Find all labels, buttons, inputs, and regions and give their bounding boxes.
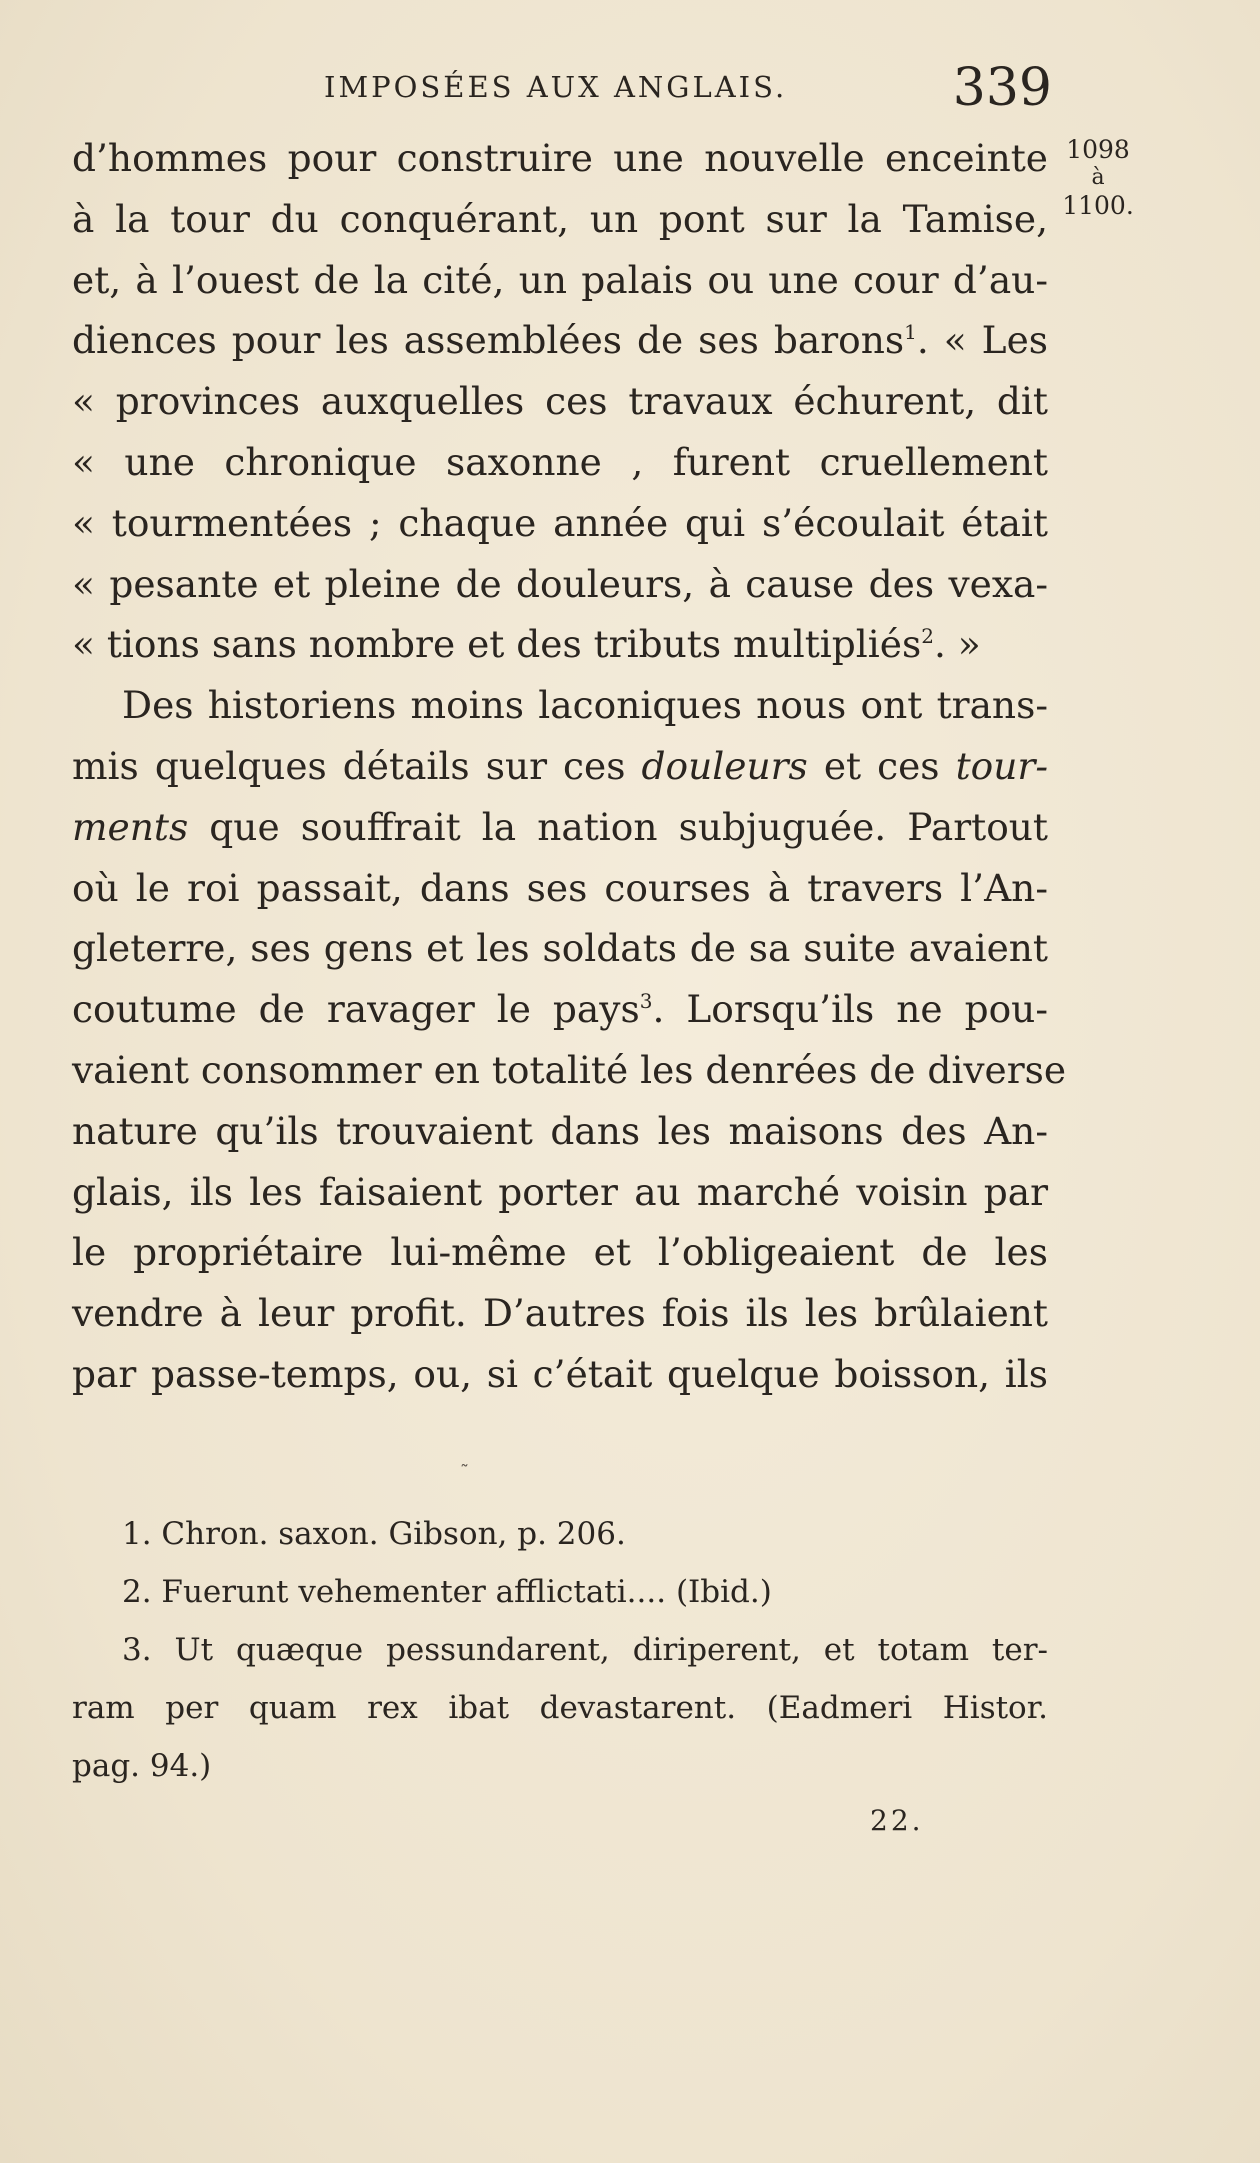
- running-title: IMPOSÉES AUX ANGLAIS.: [324, 70, 788, 104]
- text-span: « tions sans nombre et des tributs multipliés: [72, 622, 922, 667]
- text-span: . »: [933, 622, 981, 667]
- separator-mark: ˜: [460, 1462, 469, 1483]
- text-line: le propriétaire lui-même et l’obligeaient de les: [72, 1230, 1048, 1275]
- text-line: [72, 614, 1048, 675]
- text-span: mis quelques détails sur ces: [72, 743, 642, 788]
- italic-span: douleurs: [641, 743, 808, 788]
- text-line: gleterre, ses gens et les soldats de sa suite avaient: [72, 926, 1048, 971]
- text-span: que souffrait la nation subjuguée. Partout: [188, 804, 1048, 849]
- text-span: . « Les: [916, 318, 1048, 363]
- text-line: à la tour du conquérant, un pont sur la Tamise,: [72, 196, 1048, 241]
- margin-date-note: [1058, 136, 1138, 220]
- text-line: [72, 310, 1048, 371]
- footnote-ref: 3: [639, 989, 653, 1014]
- footnote-line: pag. 94.): [72, 1748, 212, 1784]
- text-line: « une chronique saxonne , furent cruellement: [72, 439, 1048, 484]
- text-line: Des historiens moins laconiques nous ont trans-: [122, 683, 1048, 728]
- text-line: « pesante et pleine de douleurs, à cause des vexa-: [72, 561, 1048, 606]
- text-line: [72, 797, 1048, 858]
- italic-span: tour-: [955, 743, 1048, 788]
- text-line: [72, 979, 1048, 1040]
- text-span: coutume de ravager le pays: [72, 987, 640, 1032]
- text-line: nature qu’ils trouvaient dans les maisons des An-: [72, 1108, 1048, 1153]
- text-line: « provinces auxquelles ces travaux échurent, dit: [72, 379, 1048, 424]
- text-line: d’hommes pour construire une nouvelle enceinte: [72, 136, 1048, 180]
- text-line: vendre à leur profit. D’autres fois ils les brûlaient: [72, 1291, 1048, 1336]
- footnote-line: 1. Chron. saxon. Gibson, p. 206.: [122, 1516, 626, 1552]
- running-header: [72, 58, 1052, 128]
- text-line: où le roi passait, dans ses courses à travers l’An-: [72, 865, 1048, 910]
- body-text: [72, 128, 1067, 1405]
- page-number: 339: [952, 58, 1052, 118]
- text-line: et, à l’ouest de la cité, un palais ou une cour d’au-: [72, 257, 1048, 302]
- text-span: diences pour les assemblées de ses barons: [72, 318, 905, 363]
- footnote-line: 3. Ut quæque pessundarent, diriperent, et totam ter-: [122, 1632, 1048, 1668]
- text-line: par passe-temps, ou, si c’était quelque boisson, ils: [72, 1351, 1048, 1396]
- text-span: . Lorsqu’ils ne pou-: [652, 987, 1048, 1032]
- italic-span: ments: [72, 804, 189, 849]
- margin-date-from: 1098: [1066, 135, 1130, 164]
- text-line: vaient consommer en totalité les denrées de diverse: [72, 1047, 1067, 1092]
- margin-date-to: 1100.: [1062, 191, 1134, 220]
- text-span: et ces: [807, 743, 956, 788]
- text-line: « tourmentées ; chaque année qui s’écoulait était: [72, 500, 1048, 545]
- footnote-ref: 1: [904, 320, 917, 345]
- footnote-line: 2. Fuerunt vehementer afflictati.... (Ibid.): [122, 1574, 772, 1610]
- text-line: [72, 736, 1048, 797]
- margin-date-separator: à: [1091, 165, 1105, 190]
- footnote-line: ram per quam rex ibat devastarent. (Eadmeri Histor.: [72, 1690, 1048, 1726]
- footnotes: [72, 1505, 1048, 1795]
- text-line: glais, ils les faisaient porter au marché voisin par: [72, 1169, 1048, 1214]
- footnote-ref: 2: [921, 624, 934, 649]
- printer-signature: 22.: [870, 1804, 924, 1837]
